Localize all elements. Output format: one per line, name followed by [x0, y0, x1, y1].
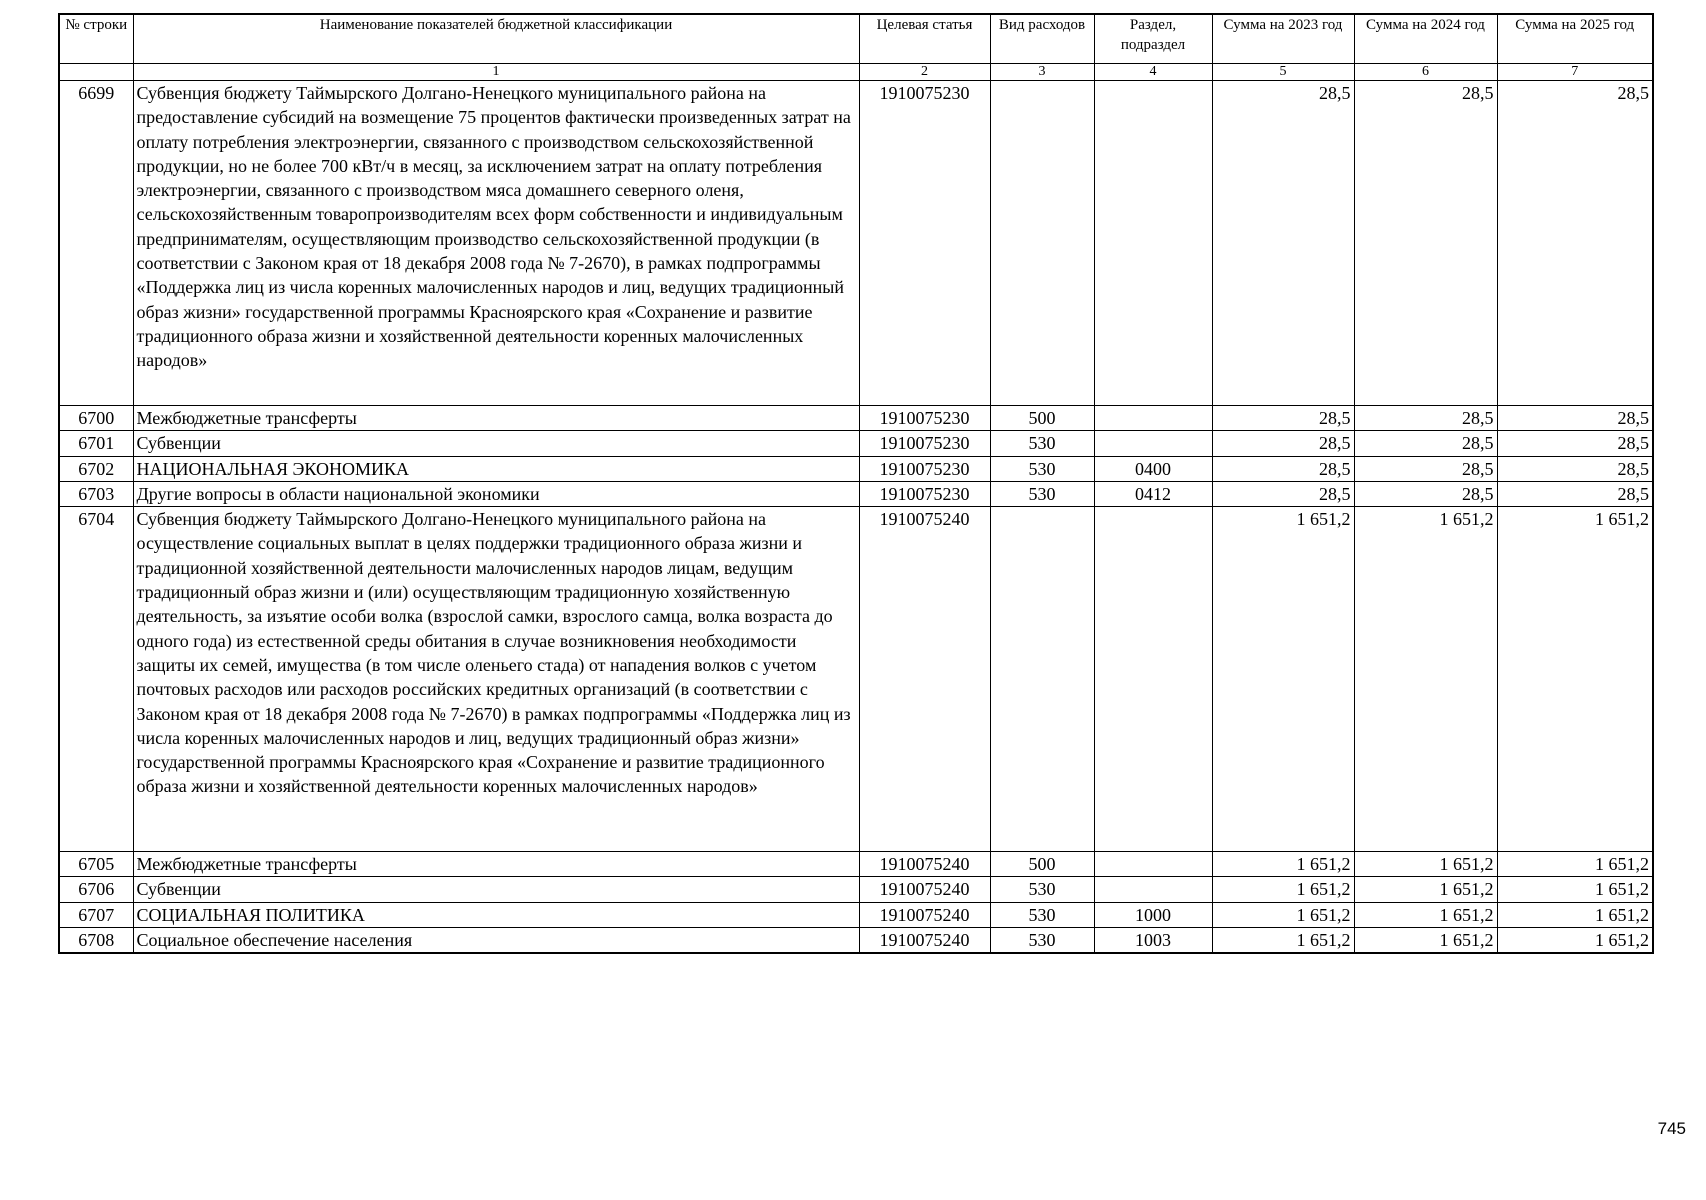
row-expense-type	[990, 507, 1094, 852]
row-sum-2024: 28,5	[1354, 81, 1497, 406]
budget-table	[58, 13, 1654, 954]
row-sum-2023: 28,5	[1212, 431, 1354, 456]
row-expense-type: 530	[990, 877, 1094, 902]
row-sum-2025: 28,5	[1497, 431, 1653, 456]
row-section	[1094, 507, 1212, 852]
row-number: 6702	[59, 456, 133, 481]
column-number	[59, 64, 133, 81]
row-section: 0400	[1094, 456, 1212, 481]
row-section: 0412	[1094, 481, 1212, 506]
row-section	[1094, 852, 1212, 877]
row-sum-2024: 1 651,2	[1354, 877, 1497, 902]
row-expense-type: 500	[990, 852, 1094, 877]
page-number: 745	[1657, 1119, 1686, 1138]
row-target: 1910075240	[859, 902, 990, 927]
row-sum-2025: 28,5	[1497, 406, 1653, 431]
row-target: 1910075240	[859, 507, 990, 852]
row-section: 1000	[1094, 902, 1212, 927]
row-name: Субвенции	[133, 431, 859, 456]
header-sum-2025: Сумма на 2025 год	[1497, 14, 1653, 64]
row-target: 1910075240	[859, 928, 990, 954]
row-section: 1003	[1094, 928, 1212, 954]
row-sum-2023: 1 651,2	[1212, 928, 1354, 954]
header-row	[59, 14, 1653, 64]
row-expense-type: 530	[990, 456, 1094, 481]
row-section	[1094, 81, 1212, 406]
column-number-row	[59, 64, 1653, 81]
row-number: 6701	[59, 431, 133, 456]
header-name: Наименование показателей бюджетной классификации	[133, 14, 859, 64]
header-expense-type: Вид расходов	[990, 14, 1094, 64]
row-number: 6708	[59, 928, 133, 954]
row-name: Субвенция бюджету Таймырского Долгано-Ненецкого муниципального района на осуществление социальных выплат в целях поддержки традиционного образа жизни и традиционной хозяйственной деятельности малочисленных народов лицам, ведущим традиционный образ жизни и (или) осуществляющим традиционную хозяйственную деятельность, за изъятие особи волка (взрослой самки, взрослого самца, волка возраста до одного года) из естественной среды обитания в случае возникновения необходимости защиты их семей, имущества (в том числе оленьего стада) от нападения волков с учетом почтовых расходов или расходов российских кредитных организаций (в соответствии с Законом края от 18 декабря 2008 года № 7-2670) в рамках подпрограммы «Поддержка лиц из числа коренных малочисленных народов и лиц, ведущих традиционный образ жизни» государственной программы Красноярского края «Сохранение и развитие традиционного образа жизни и хозяйственной деятельности коренных малочисленных народов»	[133, 507, 859, 852]
table-row	[59, 507, 1653, 852]
row-name: Межбюджетные трансферты	[133, 852, 859, 877]
row-section	[1094, 406, 1212, 431]
row-number: 6700	[59, 406, 133, 431]
table-row	[59, 928, 1653, 954]
row-name: СОЦИАЛЬНАЯ ПОЛИТИКА	[133, 902, 859, 927]
row-sum-2024: 28,5	[1354, 406, 1497, 431]
row-target: 1910075240	[859, 852, 990, 877]
row-sum-2025: 1 651,2	[1497, 852, 1653, 877]
row-sum-2024: 1 651,2	[1354, 928, 1497, 954]
row-sum-2023: 28,5	[1212, 81, 1354, 406]
row-number: 6699	[59, 81, 133, 406]
table-row	[59, 81, 1653, 406]
header-section: Раздел, подраздел	[1094, 14, 1212, 64]
row-name: Межбюджетные трансферты	[133, 406, 859, 431]
row-sum-2025: 1 651,2	[1497, 928, 1653, 954]
row-number: 6705	[59, 852, 133, 877]
row-expense-type: 530	[990, 928, 1094, 954]
row-sum-2024: 1 651,2	[1354, 852, 1497, 877]
row-sum-2023: 28,5	[1212, 406, 1354, 431]
column-number: 6	[1354, 64, 1497, 81]
header-row-no: № строки	[59, 14, 133, 64]
row-name: Другие вопросы в области национальной экономики	[133, 481, 859, 506]
row-name: Социальное обеспечение населения	[133, 928, 859, 954]
row-expense-type: 530	[990, 902, 1094, 927]
row-target: 1910075230	[859, 481, 990, 506]
row-number: 6703	[59, 481, 133, 506]
table-row	[59, 852, 1653, 877]
row-sum-2025: 28,5	[1497, 81, 1653, 406]
row-sum-2023: 1 651,2	[1212, 877, 1354, 902]
row-expense-type: 530	[990, 431, 1094, 456]
row-number: 6707	[59, 902, 133, 927]
row-number: 6704	[59, 507, 133, 852]
row-target: 1910075230	[859, 456, 990, 481]
column-number: 3	[990, 64, 1094, 81]
table-body	[59, 81, 1653, 954]
row-expense-type	[990, 81, 1094, 406]
table-row	[59, 456, 1653, 481]
row-expense-type: 530	[990, 481, 1094, 506]
table-row	[59, 902, 1653, 927]
row-sum-2023: 28,5	[1212, 456, 1354, 481]
row-target: 1910075240	[859, 877, 990, 902]
row-name: НАЦИОНАЛЬНАЯ ЭКОНОМИКА	[133, 456, 859, 481]
column-number: 7	[1497, 64, 1653, 81]
row-target: 1910075230	[859, 81, 990, 406]
row-expense-type: 500	[990, 406, 1094, 431]
row-sum-2024: 28,5	[1354, 481, 1497, 506]
row-target: 1910075230	[859, 406, 990, 431]
row-sum-2025: 1 651,2	[1497, 877, 1653, 902]
table-row	[59, 431, 1653, 456]
column-number: 4	[1094, 64, 1212, 81]
table-row	[59, 877, 1653, 902]
row-sum-2024: 1 651,2	[1354, 902, 1497, 927]
row-sum-2024: 28,5	[1354, 431, 1497, 456]
column-number: 5	[1212, 64, 1354, 81]
row-section	[1094, 431, 1212, 456]
header-sum-2024: Сумма на 2024 год	[1354, 14, 1497, 64]
row-sum-2023: 28,5	[1212, 481, 1354, 506]
column-number: 1	[133, 64, 859, 81]
row-name: Субвенция бюджету Таймырского Долгано-Ненецкого муниципального района на предоставление субсидий на возмещение 75 процентов фактически произведенных затрат на оплату потребления электроэнергии, связанного с производством сельскохозяйственной продукции, но не более 700 кВт/ч в месяц, за исключением затрат на оплату потребления электроэнергии, связанного с производством мяса домашнего северного оленя, сельскохозяйственным товаропроизводителям всех форм собственности и индивидуальным предпринимателям, осуществляющим производство сельскохозяйственной продукции (в соответствии с Законом края от 18 декабря 2008 года № 7-2670), в рамках подпрограммы «Поддержка лиц из числа коренных малочисленных народов и лиц, ведущих традиционный образ жизни» государственной программы Красноярского края «Сохранение и развитие традиционного образа жизни и хозяйственной деятельности коренных малочисленных народов»	[133, 81, 859, 406]
row-sum-2025: 1 651,2	[1497, 902, 1653, 927]
row-sum-2024: 28,5	[1354, 456, 1497, 481]
row-sum-2025: 28,5	[1497, 456, 1653, 481]
table-row	[59, 406, 1653, 431]
row-sum-2025: 28,5	[1497, 481, 1653, 506]
row-target: 1910075230	[859, 431, 990, 456]
row-sum-2023: 1 651,2	[1212, 852, 1354, 877]
row-section	[1094, 877, 1212, 902]
row-number: 6706	[59, 877, 133, 902]
row-sum-2025: 1 651,2	[1497, 507, 1653, 852]
header-sum-2023: Сумма на 2023 год	[1212, 14, 1354, 64]
row-sum-2023: 1 651,2	[1212, 507, 1354, 852]
column-number: 2	[859, 64, 990, 81]
header-target: Целевая статья	[859, 14, 990, 64]
row-sum-2023: 1 651,2	[1212, 902, 1354, 927]
row-sum-2024: 1 651,2	[1354, 507, 1497, 852]
table-row	[59, 481, 1653, 506]
row-name: Субвенции	[133, 877, 859, 902]
